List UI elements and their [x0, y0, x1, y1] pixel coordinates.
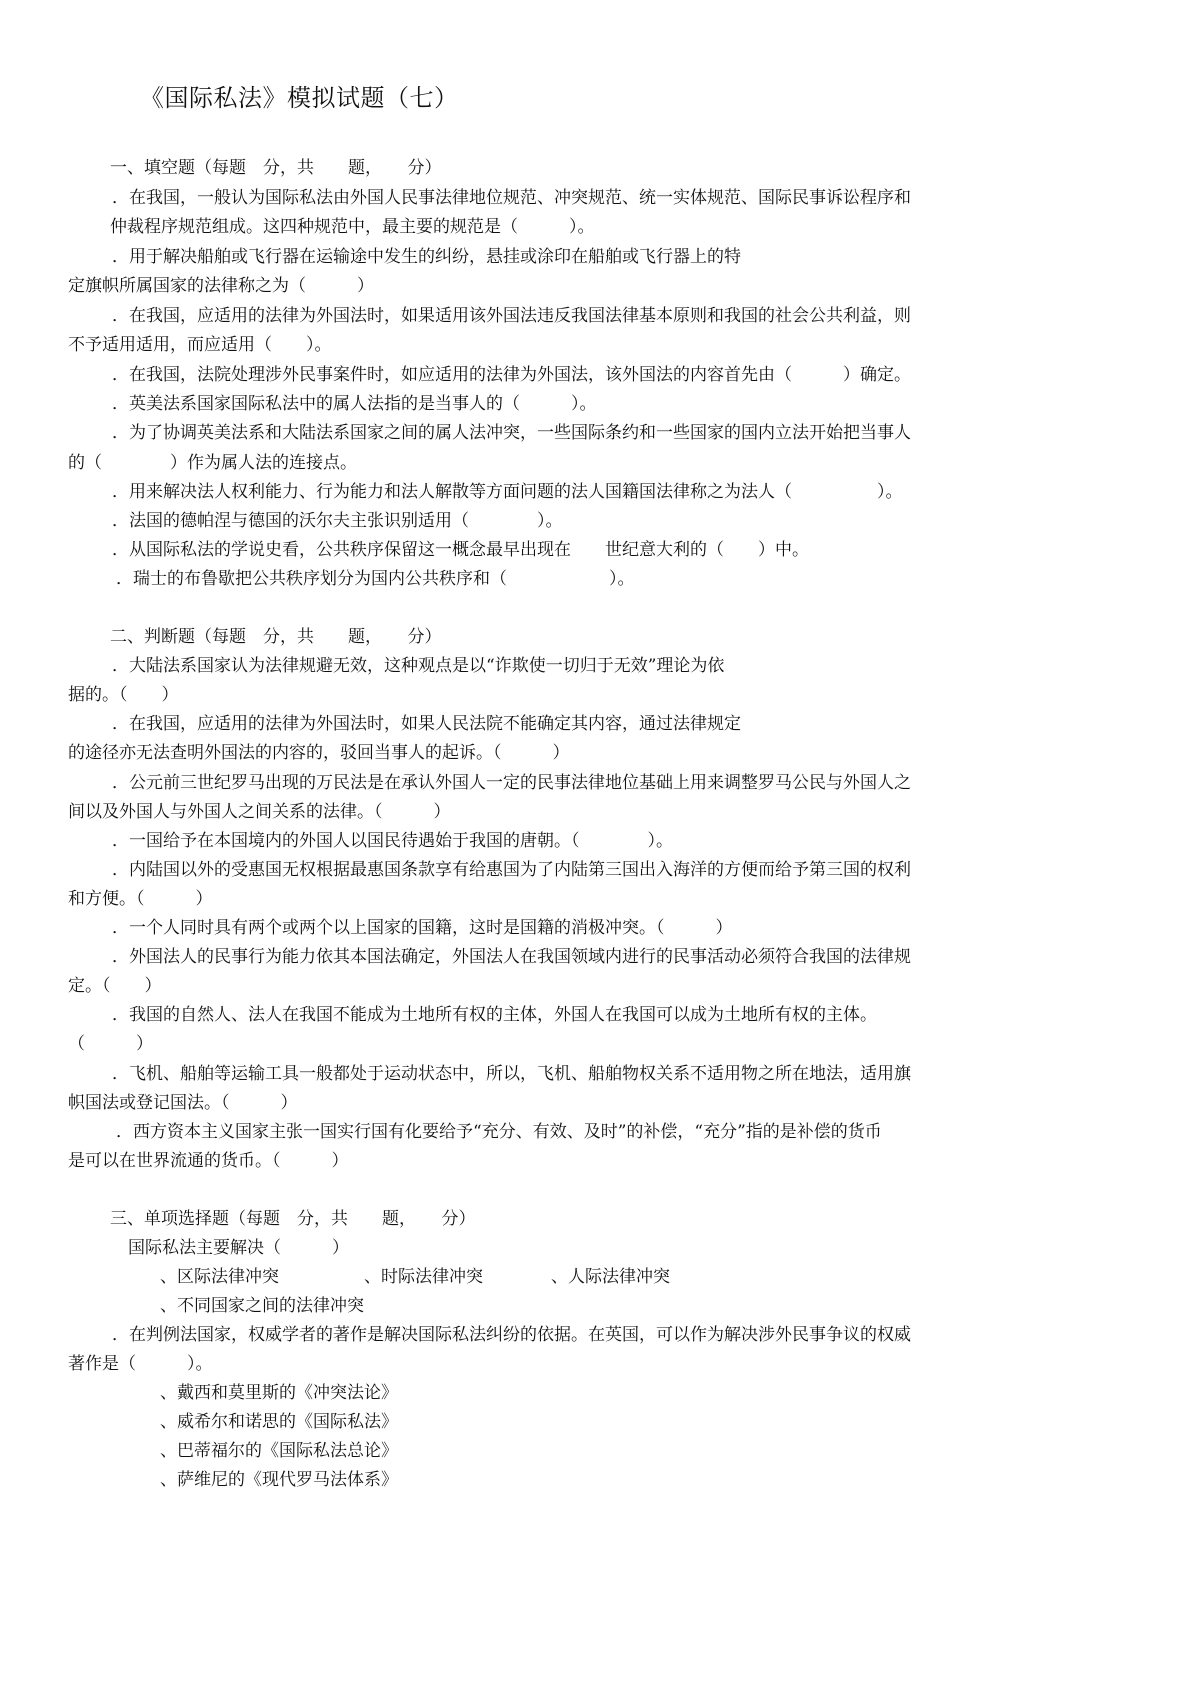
question-line: 的（ ）作为属人法的连接点。 [68, 453, 357, 473]
question-line: 定旗帜所属国家的法律称之为（ ） [68, 276, 374, 296]
question-line: ．在判例法国家，权威学者的著作是解决国际私法纠纷的依据。在英国，可以作为解决涉外民事争议的权威 [112, 1325, 911, 1345]
question-line: 不予适用适用，而应适用（ ）。 [68, 335, 332, 355]
question-line: ．用来解决法人权利能力、行为能力和法人解散等方面问题的法人国籍国法律称之为法人（ ）。 [112, 482, 903, 502]
section-heading-true-false: 二、判断题（每题 分，共 题， 分） [110, 627, 442, 647]
question-line: ．在我国，应适用的法律为外国法时，如果适用该外国法违反我国法律基本原则和我国的社会公共利益，则 [112, 306, 911, 326]
question-line: ．为了协调英美法系和大陆法系国家之间的属人法冲突，一些国际条约和一些国家的国内立法开始把当事人 [112, 423, 911, 443]
question-line: ．内陆国以外的受惠国无权根据最惠国条款享有给惠国为了内陆第三国出入海洋的方便而给予第三国的权利 [112, 860, 911, 880]
question-line: ．一国给予在本国境内的外国人以国民待遇始于我国的唐朝。（ ）。 [112, 831, 673, 851]
question-line: ．瑞士的布鲁歇把公共秩序划分为国内公共秩序和（ ）。 [116, 569, 635, 589]
question-line: ．一个人同时具有两个或两个以上国家的国籍，这时是国籍的消极冲突。（ ） [112, 918, 733, 938]
section-heading-single-choice: 三、单项选择题（每题 分，共 题， 分） [110, 1209, 476, 1229]
choice-option: 、不同国家之间的法律冲突 [160, 1296, 364, 1316]
question-line: （ ） [68, 1034, 153, 1054]
question-line: 帜国法或登记国法。（ ） [68, 1093, 298, 1113]
page-title: 《国际私法》模拟试题（七） [140, 84, 459, 112]
question-line: ．公元前三世纪罗马出现的万民法是在承认外国人一定的民事法律地位基础上用来调整罗马公民与外国人之 [112, 773, 911, 793]
question-line: 仲裁程序规范组成。这四种规范中，最主要的规范是（ ）。 [110, 217, 595, 237]
section-heading-fill-in: 一、填空题（每题 分，共 题， 分） [110, 158, 442, 178]
question-line: ．飞机、船舶等运输工具一般都处于运动状态中，所以，飞机、船舶物权关系不适用物之所在地法，适用旗 [112, 1064, 911, 1084]
question-line: 著作是（ ）。 [68, 1354, 213, 1374]
question-line: 据的。（ ） [68, 685, 179, 705]
question-line: 间以及外国人与外国人之间关系的法律。（ ） [68, 802, 451, 822]
question-line: ．在我国，法院处理涉外民事案件时，如应适用的法律为外国法，该外国法的内容首先由（ ）确定。 [112, 365, 911, 385]
question-line: 和方便。（ ） [68, 889, 213, 909]
question-line: ．大陆法系国家认为法律规避无效，这种观点是以“诈欺使一切归于无效”理论为依 [112, 656, 725, 676]
choice-option: 、萨维尼的《现代罗马法体系》 [160, 1470, 398, 1490]
question-line: ．在我国，应适用的法律为外国法时，如果人民法院不能确定其内容，通过法律规定 [112, 714, 741, 734]
question-line: ．法国的德帕涅与德国的沃尔夫主张识别适用（ ）。 [112, 511, 563, 531]
choice-option: 、戴西和莫里斯的《冲突法论》 [160, 1383, 398, 1403]
question-line: ．从国际私法的学说史看，公共秩序保留这一概念最早出现在 世纪意大利的（ ）中。 [112, 540, 809, 560]
choice-option: 、区际法律冲突 、时际法律冲突 、人际法律冲突 [160, 1267, 670, 1287]
question-line: 国际私法主要解决（ ） [128, 1238, 349, 1258]
choice-option: 、威希尔和诺思的《国际私法》 [160, 1412, 398, 1432]
question-line: ．西方资本主义国家主张一国实行国有化要给予“充分、有效、及时”的补偿，“充分”指的是补偿的货币 [116, 1122, 882, 1142]
question-line: ．我国的自然人、法人在我国不能成为土地所有权的主体，外国人在我国可以成为土地所有权的主体。 [112, 1005, 877, 1025]
question-line: ．在我国，一般认为国际私法由外国人民事法律地位规范、冲突规范、统一实体规范、国际民事诉讼程序和 [112, 188, 911, 208]
question-line: 的途径亦无法查明外国法的内容的，驳回当事人的起诉。（ ） [68, 743, 570, 763]
question-line: ．英美法系国家国际私法中的属人法指的是当事人的（ ）。 [112, 394, 597, 414]
question-line: 定。（ ） [68, 976, 162, 996]
question-line: ．用于解决船舶或飞行器在运输途中发生的纠纷，悬挂或涂印在船舶或飞行器上的特 [112, 247, 741, 267]
question-line: 是可以在世界流通的货币。（ ） [68, 1151, 349, 1171]
question-line: ．外国法人的民事行为能力依其本国法确定，外国法人在我国领域内进行的民事活动必须符合我国的法律规 [112, 947, 911, 967]
choice-option: 、巴蒂福尔的《国际私法总论》 [160, 1441, 398, 1461]
